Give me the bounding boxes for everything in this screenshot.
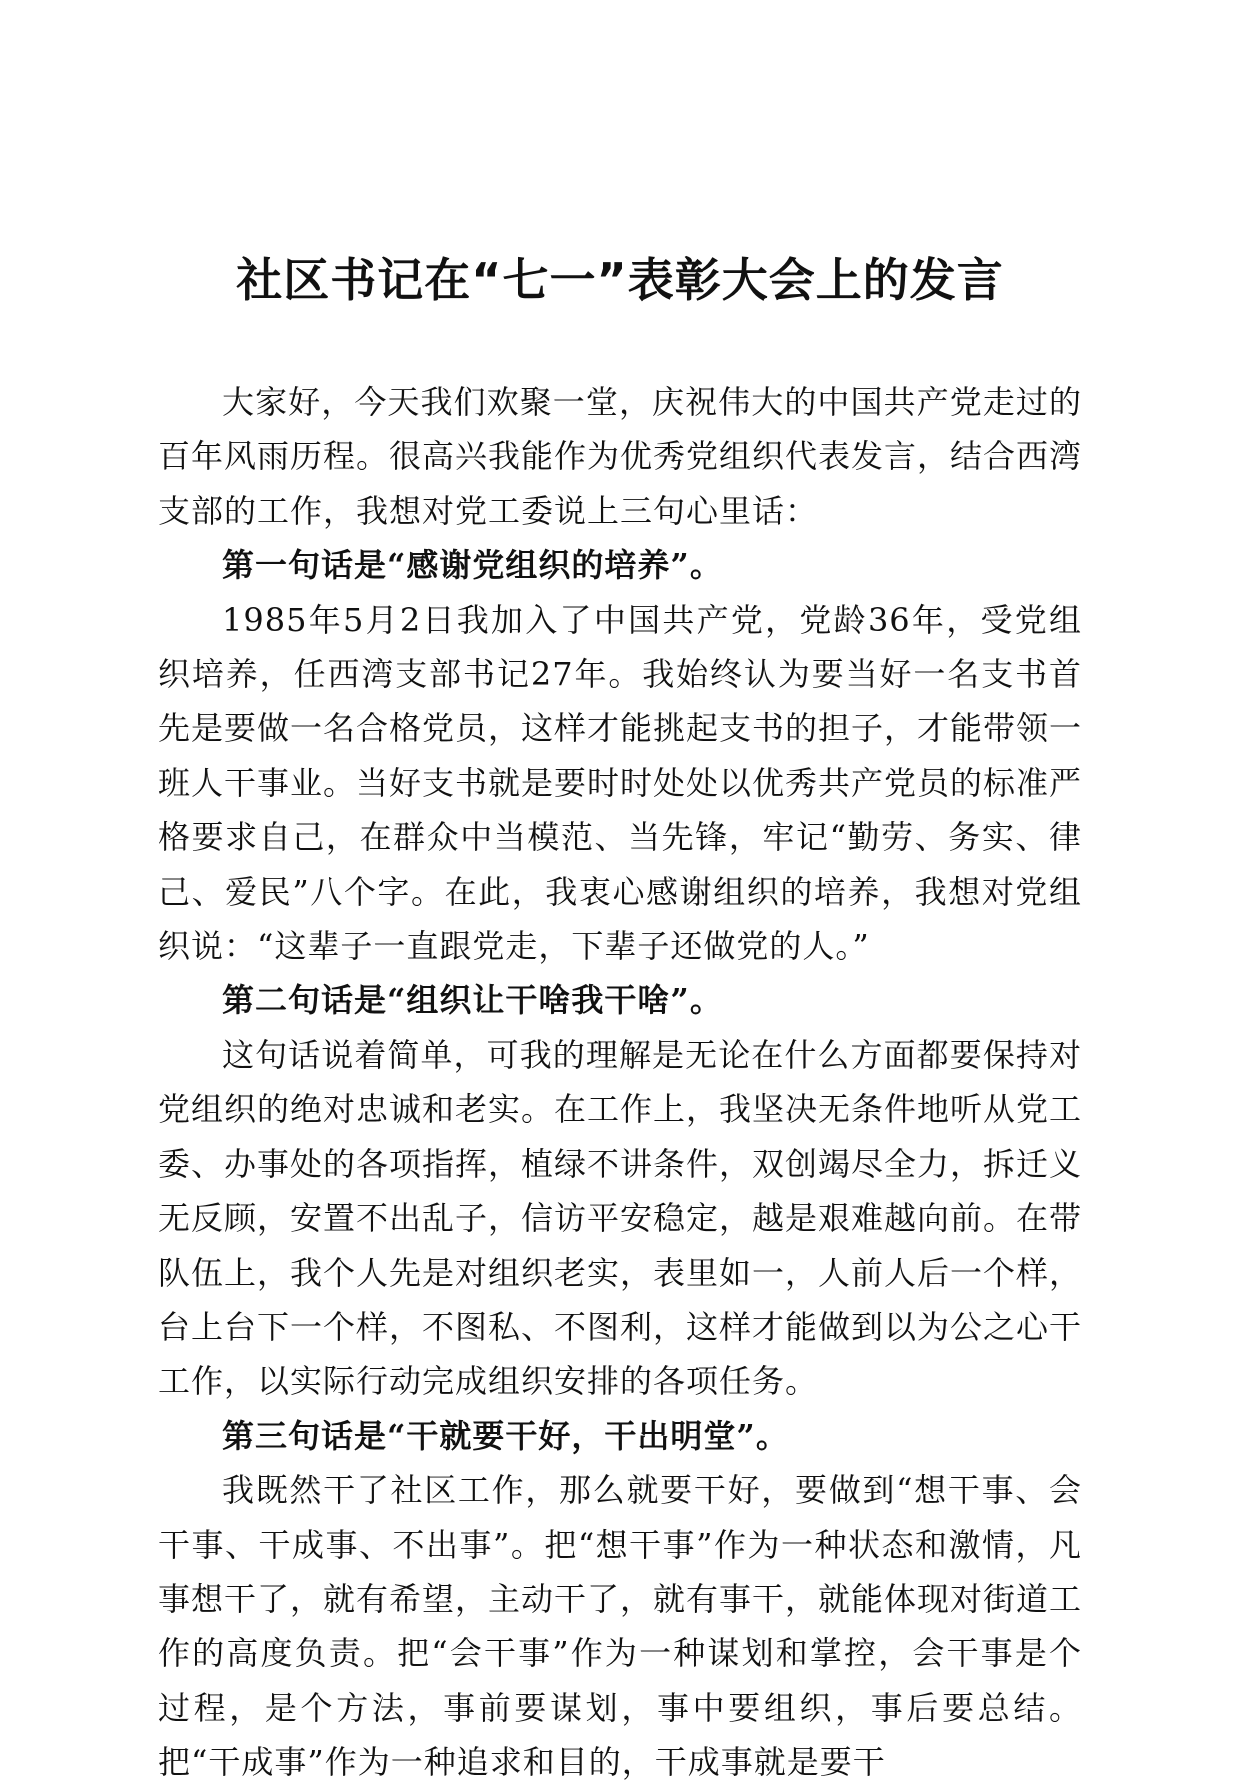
- paragraph-greeting: 大家好，今天我们欢聚一堂，庆祝伟大的中国共产党走过的百年风雨历程。很高兴我能作为优秀党组织代表发言，结合西湾支部的工作，我想对党工委说上三句心里话：: [158, 383, 1083, 530]
- document-body: [158, 375, 1082, 1790]
- heading-second-point: 第二句话是“组织让干啥我干啥”。: [222, 981, 723, 1020]
- paragraph-first-point: 1985年5月2日我加入了中国共产党，党龄36年，受党组织培养，任西湾支部书记27年。我始终认为要当好一名支书首先是要做一名合格党员，这样才能挑起支书的担子，才能带领一班人干事业。当好支书就是要时时处处以优秀共产党员的标准严格要求自己，在群众中当模范、当先锋，牢记“勤劳、务实、律己、爱民”八个字。在此，我衷心感谢组织的培养，我想对党组织说：“这辈子一直跟党走，下辈子还做党的人。”: [158, 600, 1083, 966]
- heading-first-point: 第一句话是“感谢党组织的培养”。: [222, 546, 723, 585]
- heading-third-point: 第三句话是“干就要干好，干出明堂”。: [222, 1416, 789, 1455]
- paragraph-second-point: 这句话说着简单，可我的理解是无论在什么方面都要保持对党组织的绝对忠诚和老实。在工作上，我坚决无条件地听从党工委、办事处的各项指挥，植绿不讲条件，双创竭尽全力，拆迁义无反顾，安置不出乱子，信访平安稳定，越是艰难越向前。在带队伍上，我个人先是对组织老实，表里如一，人前人后一个样，台上台下一个样，不图私、不图利，这样才能做到以为公之心干工作，以实际行动完成组织安排的各项任务。: [158, 1035, 1083, 1401]
- document-title: 社区书记在“七一”表彰大会上的发言: [236, 253, 1004, 307]
- paragraph-third-point: 我既然干了社区工作，那么就要干好，要做到“想干事、会干事、干成事、不出事”。把“想干事”作为一种状态和激情，凡事想干了，就有希望，主动干了，就有事干，就能体现对街道工作的高度负责。把“会干事”作为一种谋划和掌控，会干事是个过程，是个方法，事前要谋划，事中要组织，事后要总结。把“干成事”作为一种追求和目的，干成事就是要干: [158, 1471, 1083, 1782]
